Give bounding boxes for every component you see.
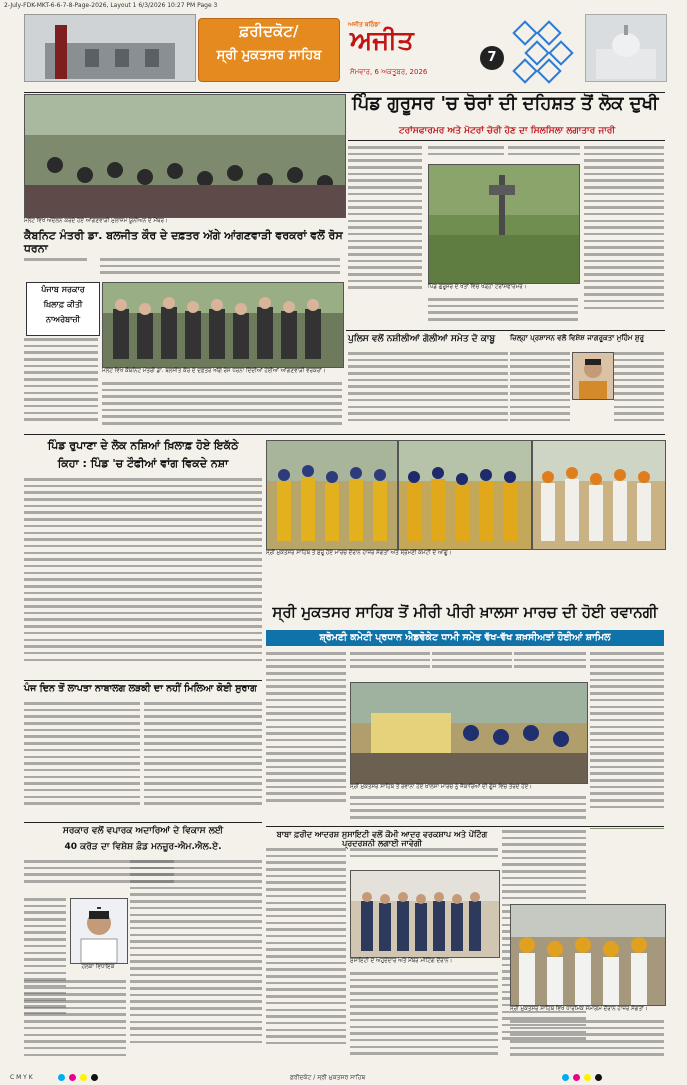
column-text-4 <box>584 146 664 322</box>
page-footer <box>0 1072 687 1085</box>
column-text-3 <box>348 146 422 296</box>
protest-photo <box>24 94 346 218</box>
march-procession-caption: ਸ੍ਰੀ ਮੁਕਤਸਰ ਸਾਹਿਬ ਤੋਂ ਰਵਾਨਾ ਹੋਏ ਖ਼ਾਲਸਾ ਮਾਰਚ ਨੂੰ ਜੈਕਾਰਿਆਂ ਦੀ ਗੂੰਜ ਵਿਚ ਤੋਰਦੇ ਹੋਏ। <box>350 784 532 790</box>
page-number: 7 <box>480 46 504 70</box>
police-story-text <box>348 352 508 428</box>
edition-title: ਫ਼ਰੀਦਕੋਟ/ <box>239 22 299 40</box>
march-photos-caption: ਸ੍ਰੀ ਮੁਕਤਸਰ ਸਾਹਿਬ ਤੋਂ ਸ਼ੁਰੂ ਹੋਏ ਮਾਰਚ ਦੌਰਾਨ ਹਾਜ਼ਰ ਸੰਗਤਾਂ ਅਤੇ ਸ਼੍ਰੋਮਣੀ ਕਮੇਟੀ ਦੇ ਆਗੂ। <box>266 550 452 556</box>
awareness-headline: ਜ਼ਿਲ੍ਹਾ ਪ੍ਰਸ਼ਾਸਨ ਵਲੋਂ ਵਿਸ਼ੇਸ਼ ਜਾਗਰੂਕਤਾ ਮੁਹਿੰਮ ਸ਼ੁਰੂ <box>510 334 644 342</box>
march-story-col-4 <box>590 652 664 822</box>
march-story-col-1 <box>266 652 346 812</box>
govt-story-text <box>130 860 262 1066</box>
drugs-headline-line-1: ਪਿੰਡ ਰੁਪਾਣਾ ਦੇ ਲੋਕ ਨਸ਼ਿਆਂ ਖ਼ਿਲਾਫ਼ ਹੋਏ ਇਕੱਠੇ <box>47 439 239 452</box>
drugs-story-text <box>24 478 262 676</box>
punjab-box-line-2: ਖ਼ਿਲਾਫ਼ ਕੀਤੀ <box>43 300 83 309</box>
mla-portrait <box>70 898 128 964</box>
page-slug: 2-July-FDK-MKT-6-6-7-8-Page-2026, Layout 1 6/3/2026 10:27 PM Page 3 <box>4 2 218 9</box>
religious-photo-caption: ਸ੍ਰੀ ਮੁਕਤਸਰ ਸਾਹਿਬ ਵਿਖੇ ਧਾਰਮਿਕ ਸਮਾਗਮ ਦੌਰਾਨ ਹਾਜ਼ਰ ਸੰਗਤਾਂ। <box>510 1006 648 1012</box>
march-photo-2 <box>398 440 532 550</box>
march-ribbon: ਸ਼੍ਰੋਮਣੀ ਕਮੇਟੀ ਪ੍ਰਧਾਨ ਐਡਵੋਕੇਟ ਧਾਮੀ ਸਮੇਤ ਵੱਖ-ਵੱਖ ਸ਼ਖ਼ਸੀਅਤਾਂ ਹੋਈਆਂ ਸ਼ਾਮਿਲ <box>266 630 664 646</box>
missing-story-col-1 <box>24 702 140 820</box>
march-procession-photo <box>350 682 588 784</box>
drugs-headline-line-2: ਕਿਹਾ : ਪਿੰਡ 'ਚ ਟੌਫੀਆਂ ਵਾਂਗ ਵਿਕਦੇ ਨਸ਼ਾ <box>57 457 229 470</box>
masthead-right-photo <box>585 14 667 82</box>
edition-subtitle: ਸ੍ਰੀ ਮੁਕਤਸਰ ਸਾਹਿਬ <box>216 48 322 63</box>
punjab-box-line-3: ਨਾਅਰੇਬਾਜ਼ੀ <box>45 315 81 324</box>
color-registration-label: C M Y K <box>10 1074 33 1081</box>
baba-story-col-1 <box>266 848 346 1068</box>
building-icon <box>25 15 195 81</box>
dharna-photo <box>102 282 344 368</box>
society-photo-caption: ਸੁਸਾਇਟੀ ਦੇ ਅਹੁਦੇਦਾਰ ਅਤੇ ਮੈਂਬਰ ਮੀਟਿੰਗ ਦੌਰਾਨ। <box>350 958 453 964</box>
masthead-left-photo <box>24 14 196 82</box>
gurdwara-icon <box>586 15 666 81</box>
march-headline: ਸ੍ਰੀ ਮੁਕਤਸਰ ਸਾਹਿਬ ਤੋਂ ਮੀਰੀ ਪੀਰੀ ਖ਼ਾਲਸਾ ਮਾਰਚ ਦੀ ਹੋਈ ਰਵਾਨਗੀ <box>272 603 658 621</box>
cabinet-headline: ਕੈਬਨਿਟ ਮੰਤਰੀ ਡਾ. ਬਲਜੀਤ ਕੌਰ ਦੇ ਦਫ਼ਤਰ ਅੱਗੇ ਆਂਗਣਵਾੜੀ ਵਰਕਰਾਂ ਵਲੋਂ ਰੋਸ ਧਰਨਾ <box>24 229 343 255</box>
dharna-photo-caption: ਮਲੋਟ ਵਿਖੇ ਕੈਬਨਿਟ ਮੰਤਰੀ ਡਾ. ਬਲਜੀਤ ਕੌਰ ਦੇ ਦਫ਼ਤਰ ਅੱਗੇ ਰੋਸ ਧਰਨਾ ਦਿੰਦੀਆਂ ਹੋਈਆਂ ਆਂਗਣਵਾੜੀ ਵਰਕਰਾਂ। <box>102 368 326 374</box>
official-portrait <box>572 352 614 400</box>
religious-gathering-photo <box>510 904 666 1006</box>
march-photo-3 <box>532 440 666 550</box>
police-headline: ਪੁਲਿਸ ਵਲੋਂ ਨਸ਼ੀਲੀਆਂ ਗੋਲੀਆਂ ਸਮੇਤ ਦੋ ਕਾਬੂ <box>348 334 496 344</box>
paper-date: ਸੋਮਵਾਰ, 6 ਅਕਤੂਬਰ, 2026 <box>350 68 428 76</box>
footer-edition: ਫ਼ਰੀਦਕੋਟ / ਸ੍ਰੀ ਮੁਕਤਸਰ ਸਾਹਿਬ <box>290 1074 366 1081</box>
march-photo-1 <box>266 440 398 550</box>
missing-story-col-2 <box>144 702 262 820</box>
village-photo-caption: ਪਿੰਡ ਗੁਰੂਸਰ ਦੇ ਖੇਤਾਂ ਵਿਚ ਖੜ੍ਹਾ ਟਰਾਂਸਫਾਰਮਰ। <box>428 284 527 290</box>
decorative-diamonds <box>510 20 580 80</box>
transformer-field-photo <box>428 164 580 284</box>
paper-tagline: ਅਜੀਤ ਬਠਿੰਡਾ <box>348 21 381 28</box>
mla-caption: ਹਲਕਾ ਵਿਧਾਇਕ <box>81 964 115 970</box>
punjab-box-line-1: ਪੰਜਾਬ ਸਰਕਾਰ <box>41 285 85 294</box>
top-headline: ਪਿੰਡ ਗੁਰੂਸਰ 'ਚ ਚੋਰਾਂ ਦੀ ਦਹਿਸ਼ਤ ਤੋਂ ਲੋਕ ਦੁਖੀ <box>352 93 659 114</box>
govt-fund-headline-1: ਸਰਕਾਰ ਵਲੋਂ ਵਪਾਰਕ ਅਦਾਰਿਆਂ ਦੇ ਵਿਕਾਸ ਲਈ <box>62 826 224 836</box>
column-text-1 <box>24 338 98 428</box>
missing-girl-headline: ਪੰਜ ਦਿਨ ਤੋਂ ਲਾਪਤਾ ਨਾਬਾਲਗ ਲੜਕੀ ਦਾ ਨਹੀਂ ਮਿਲਿਆ ਕੋਈ ਸੁਰਾਗ <box>24 683 257 694</box>
color-registration-marks-right <box>560 1074 604 1081</box>
punjab-callout-box <box>26 282 100 336</box>
top-subheadline: ਟਰਾਂਸਫਾਰਮਰ ਅਤੇ ਮੋਟਰਾਂ ਚੋਰੀ ਹੋਣ ਦਾ ਸਿਲਸਿਲਾ ਲਗਾਤਾਰ ਜਾਰੀ <box>398 126 616 136</box>
column-text-2 <box>102 382 342 432</box>
baba-farid-headline: ਬਾਬਾ ਫ਼ਰੀਦ ਆਦਰਸ਼ ਸੁਸਾਇਟੀ ਵਲੋਂ ਕੌਮੀ ਆਦਰ ਵਰਕਸ਼ਾਪ ਅਤੇ ਪੇਂਟਿੰਗ ਪ੍ਰਦਰਸ਼ਨੀ ਲਗਾਈ ਜਾਵੇਗੀ <box>276 830 488 849</box>
color-registration-marks <box>56 1074 100 1081</box>
govt-fund-headline-2: 40 ਕਰੋੜ ਦਾ ਵਿਸ਼ੇਸ਼ ਫ਼ੰਡ ਮਨਜ਼ੂਰ-ਐਮ.ਐਲ.ਏ. <box>64 842 222 852</box>
paper-logo: ਅਜੀਤ <box>350 26 414 56</box>
society-meeting-photo <box>350 870 500 958</box>
protest-photo-caption: ਮਲੋਟ ਵਿਖੇ ਅੰਦੋਲਨ ਕਰਦੇ ਹੋਏ ਆਂਗਣਵਾੜੀ ਮੁਲਾਜ਼ਮ ਯੂਨੀਅਨ ਦੇ ਮੈਂਬਰ। <box>24 218 168 224</box>
